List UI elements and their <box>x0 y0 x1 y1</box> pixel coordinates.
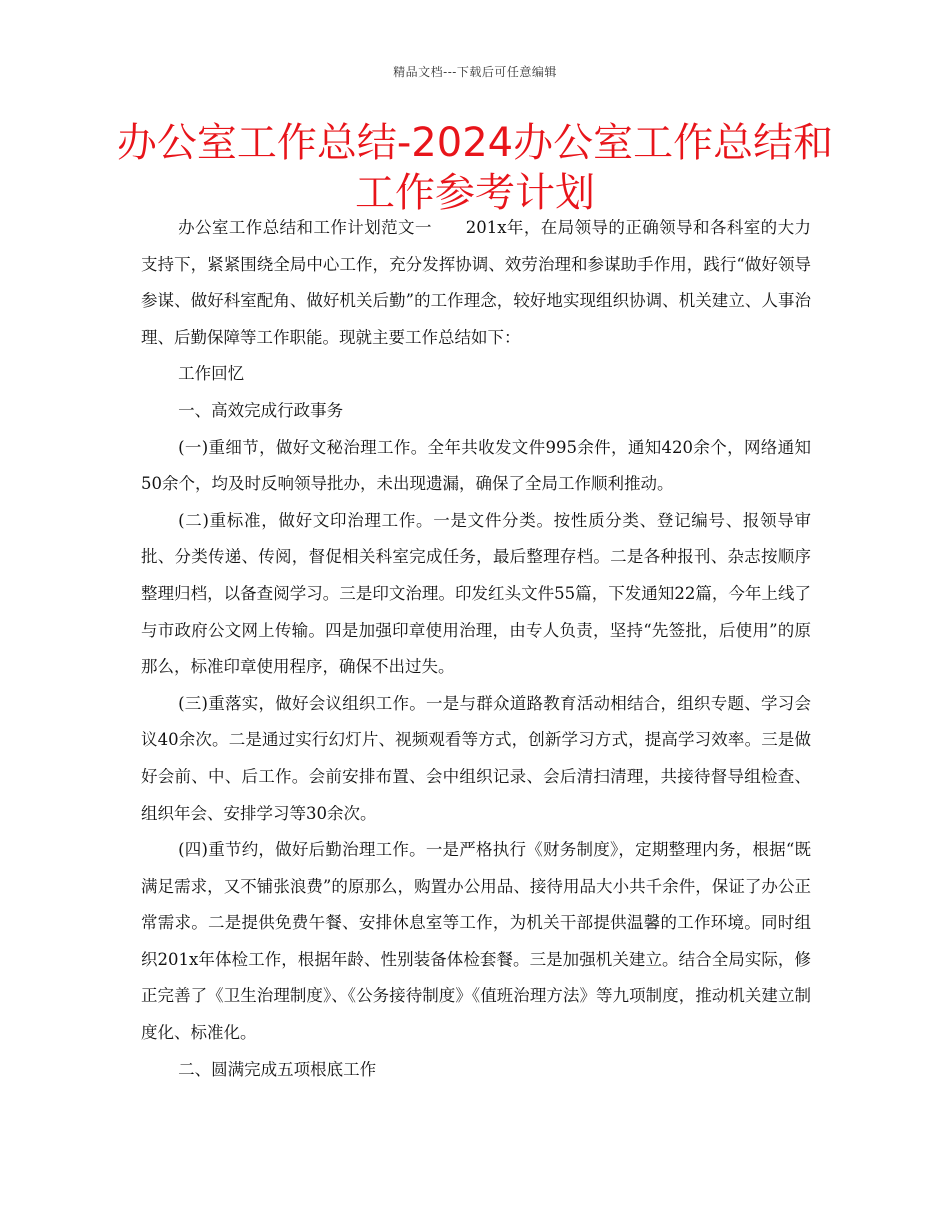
document-body <box>141 210 811 1088</box>
paragraph-printing: (二)重标准，做好文印治理工作。一是文件分类。按性质分类、登记编号、报领导审批、分类传递、传阅，督促相关科室完成任务，最后整理存档。二是各种报刊、杂志按顺序整理归档，以备查阅学习。三是印文治理。印发红头文件55篇，下发通知22篇，今年上线了与市政府公文网上传输。四是加强印章使用治理，由专人负责，坚持“先签批，后使用”的原那么，标准印章使用程序，确保不出过失。 <box>141 510 811 677</box>
document-title <box>110 118 840 218</box>
paragraph-intro: 办公室工作总结和工作计划范文一 201x年，在局领导的正确领导和各科室的大力支持下，紧紧围绕全局中心工作，充分发挥协调、效劳治理和参谋助手作用，践行“做好领导参谋、做好科室配角、做好机关后勤”的工作理念，较好地实现组织协调、机关建立、人事治理、后勤保障等工作职能。现就主要工作总结如下： <box>141 218 811 347</box>
header-note: 精品文档---下载后可任意编辑 <box>393 65 557 79</box>
document-title-line-1: 办公室工作总结-2024办公室工作总结和 <box>116 120 834 166</box>
paragraph-meetings: (三)重落实，做好会议组织工作。一是与群众道路教育活动相结合，组织专题、学习会议40余次。二是通过实行幻灯片、视频观看等方式，创新学习方式，提高学习效率。三是做好会前、中、后工作。会前安排布置、会中组织记录、会后清扫清理，共接待督导组检查、组织年会、安排学习等30余次。 <box>141 693 811 823</box>
paragraph-logistics: (四)重节约，做好后勤治理工作。一是严格执行《财务制度》，定期整理内务，根据“既满足需求，又不铺张浪费”的原那么，购置办公用品、接待用品大小共千余件，保证了办公正常需求。二是提供免费午餐、安排休息室等工作，为机关干部提供温馨的工作环境。同时组织201x年体检工作，根据年龄、性别装备体检套餐。三是加强机关建立。结合全局实际，修正完善了《卫生治理制度》、《公务接待制度》《值班治理方法》等九项制度，推动机关建立制度化、标准化。 <box>141 840 811 1043</box>
paragraph-secretarial: (一)重细节，做好文秘治理工作。全年共收发文件995余件，通知420余个，网络通知50余个，均及时反响领导批办，未出现遗漏，确保了全局工作顺利推动。 <box>141 437 811 494</box>
section-heading-2: 二、圆满完成五项根底工作 <box>178 1059 377 1079</box>
paragraph-review-heading: 工作回忆 <box>178 364 245 384</box>
document-title-line-2: 工作参考计划 <box>355 170 595 216</box>
section-heading-1: 一、高效完成行政事务 <box>178 400 344 420</box>
